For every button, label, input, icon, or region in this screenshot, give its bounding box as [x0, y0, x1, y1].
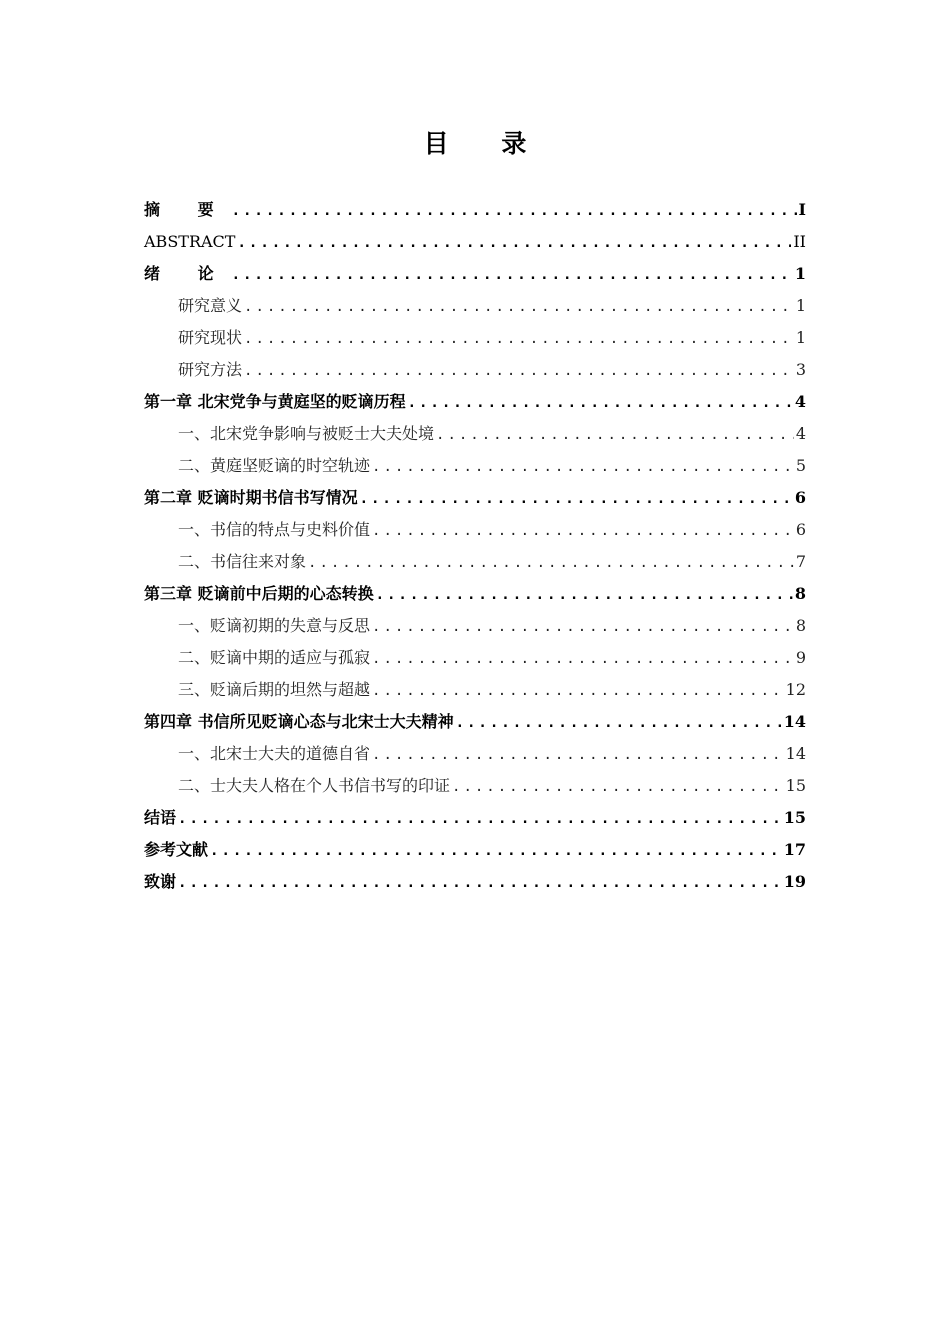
toc-entry-label: 二、黄庭坚贬谪的时空轨迹	[178, 456, 371, 475]
toc-dot-leader	[372, 611, 794, 643]
toc-entry-section[interactable]	[144, 418, 806, 450]
toc-dot-leader	[436, 419, 794, 451]
toc-page-number: 17	[783, 840, 806, 859]
toc-entry-label: 结语	[144, 808, 177, 827]
toc-entry-label: 一、书信的特点与史料价值	[178, 520, 371, 539]
toc-dot-leader	[178, 803, 782, 835]
toc-dot-leader	[372, 515, 794, 547]
toc-page-number: I	[798, 200, 806, 219]
toc-page-number: 14	[783, 712, 806, 731]
toc-entry-label: 研究现状	[178, 328, 243, 347]
toc-page-number: 4	[794, 392, 806, 411]
toc-page-number: 8	[794, 584, 806, 603]
toc-dot-leader	[372, 739, 784, 771]
toc-entry-section[interactable]	[144, 322, 806, 354]
toc-dot-leader	[237, 227, 791, 259]
toc-page-number: 14	[785, 744, 806, 763]
toc-dot-leader	[232, 259, 793, 291]
toc-entry-section[interactable]	[144, 290, 806, 322]
toc-entry-section[interactable]	[144, 738, 806, 770]
toc-dot-leader	[376, 579, 793, 611]
toc-entry-label: 绪 论	[144, 264, 230, 283]
toc-dot-leader	[244, 291, 794, 323]
toc-page-number: 1	[795, 328, 806, 347]
toc-entry-label: 第二章 贬谪时期书信书写情况	[144, 488, 358, 507]
toc-entry-section[interactable]	[144, 610, 806, 642]
toc-dot-leader	[456, 707, 782, 739]
toc-entry-chapter[interactable]	[144, 706, 806, 738]
toc-page-number: 19	[783, 872, 806, 891]
toc-entry-chapter[interactable]	[144, 226, 806, 258]
toc-page-number: 8	[795, 616, 806, 635]
page-title: 目 录	[423, 129, 549, 158]
toc-page-number: 3	[795, 360, 806, 379]
toc-entry-chapter[interactable]	[144, 482, 806, 514]
toc-entry-chapter[interactable]	[144, 834, 806, 866]
toc-entry-chapter[interactable]	[144, 258, 806, 290]
toc-entry-chapter[interactable]	[144, 802, 806, 834]
toc-entry-label: 致谢	[144, 872, 177, 891]
toc-entry-section[interactable]	[144, 514, 806, 546]
toc-entry-section[interactable]	[144, 450, 806, 482]
toc-page-number: II	[793, 232, 806, 251]
toc-dot-leader	[372, 643, 794, 675]
toc-entry-section[interactable]	[144, 354, 806, 386]
toc-entry-chapter[interactable]	[144, 866, 806, 898]
toc-entry-chapter[interactable]	[144, 578, 806, 610]
toc-entry-label: ABSTRACT	[144, 232, 236, 251]
toc-entry-label: 二、士大夫人格在个人书信书写的印证	[178, 776, 451, 795]
toc-dot-leader	[372, 451, 794, 483]
toc-dot-leader	[372, 675, 784, 707]
toc-dot-leader	[178, 867, 782, 899]
toc-entry-label: 参考文献	[144, 840, 209, 859]
toc-page-number: 15	[785, 776, 806, 795]
toc-entry-label: 研究方法	[178, 360, 243, 379]
toc-page-number: 4	[795, 424, 806, 443]
toc-entry-label: 二、书信往来对象	[178, 552, 307, 571]
toc-entry-label: 摘 要	[144, 200, 230, 219]
toc-entry-chapter[interactable]	[144, 386, 806, 418]
toc-dot-leader	[360, 483, 793, 515]
toc-dot-leader	[232, 195, 797, 227]
toc-dot-leader	[308, 547, 794, 579]
toc-dot-leader	[244, 323, 794, 355]
toc-entry-label: 第四章 书信所见贬谪心态与北宋士大夫精神	[144, 712, 454, 731]
toc-page-number: 15	[783, 808, 806, 827]
toc-entry-chapter[interactable]	[144, 194, 806, 226]
toc-dot-leader	[244, 355, 794, 387]
toc-entry-label: 三、贬谪后期的坦然与超越	[178, 680, 371, 699]
toc-entry-label: 第三章 贬谪前中后期的心态转换	[144, 584, 374, 603]
table-of-contents	[144, 194, 806, 898]
toc-page-number: 12	[785, 680, 806, 699]
toc-entry-label: 二、贬谪中期的适应与孤寂	[178, 648, 371, 667]
toc-entry-section[interactable]	[144, 770, 806, 802]
toc-dot-leader	[408, 387, 793, 419]
toc-entry-label: 第一章 北宋党争与黄庭坚的贬谪历程	[144, 392, 406, 411]
toc-page-number: 6	[794, 488, 806, 507]
toc-page-number: 1	[795, 296, 806, 315]
toc-dot-leader	[452, 771, 784, 803]
toc-entry-label: 研究意义	[178, 296, 243, 315]
toc-dot-leader	[210, 835, 782, 867]
toc-page-number: 9	[795, 648, 806, 667]
toc-entry-label: 一、北宋士大夫的道德自省	[178, 744, 371, 763]
toc-page-number: 6	[795, 520, 806, 539]
toc-entry-label: 一、贬谪初期的失意与反思	[178, 616, 371, 635]
toc-entry-section[interactable]	[144, 642, 806, 674]
toc-page-number: 7	[795, 552, 806, 571]
toc-page-number: 5	[795, 456, 806, 475]
toc-page-number: 1	[794, 264, 806, 283]
toc-entry-section[interactable]	[144, 546, 806, 578]
toc-entry-section[interactable]	[144, 674, 806, 706]
toc-entry-label: 一、北宋党争影响与被贬士大夫处境	[178, 424, 435, 443]
